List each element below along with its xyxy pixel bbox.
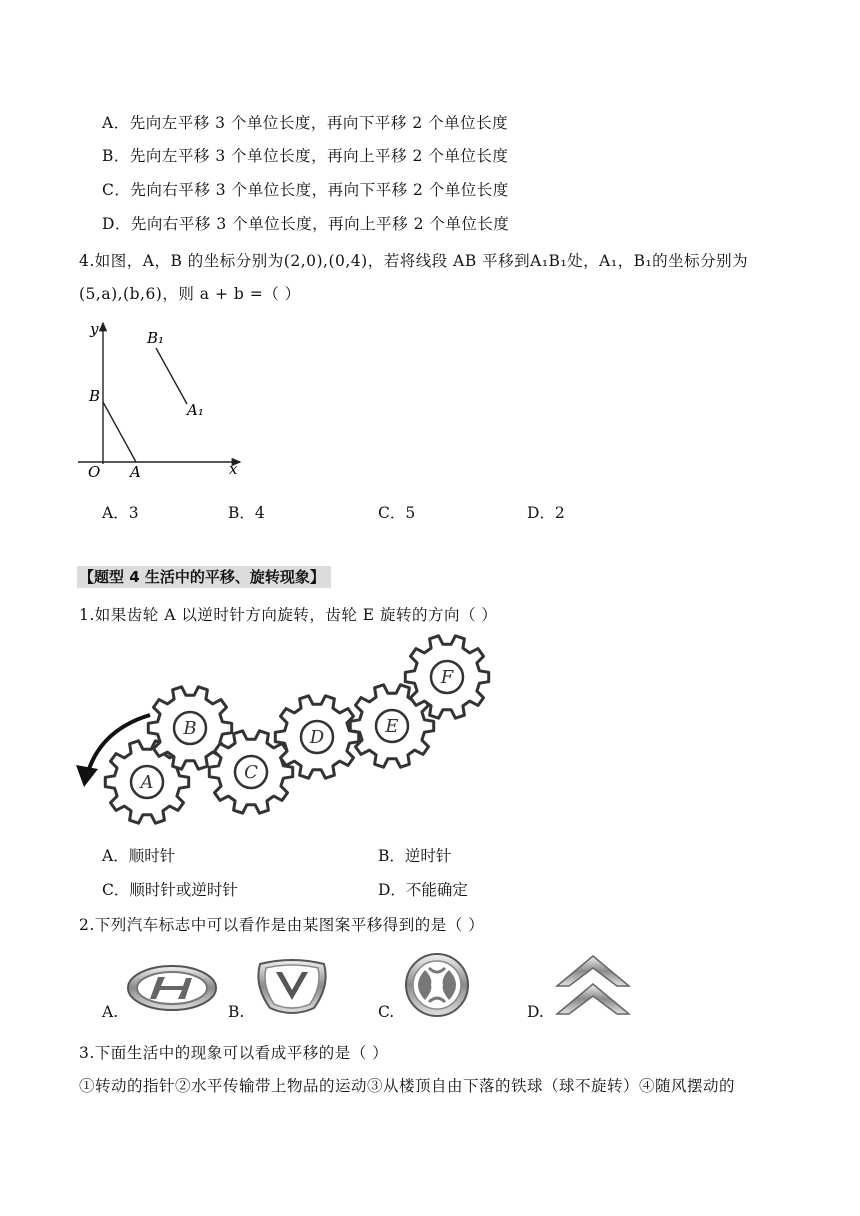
gear-option-b: B．逆时针 bbox=[378, 847, 452, 865]
y-axis-label: y bbox=[90, 320, 99, 338]
logo-option-b-label: B. bbox=[228, 1003, 245, 1021]
gears-figure bbox=[70, 635, 510, 835]
option-a: A．先向左平移 3 个单位长度，再向下平移 2 个单位长度 bbox=[102, 114, 509, 132]
point-a1-label: A₁ bbox=[187, 401, 204, 419]
segment-ab bbox=[103, 402, 136, 462]
q4-option-c: C．5 bbox=[378, 504, 416, 522]
option-c: C．先向右平移 3 个单位长度，再向下平移 2 个单位长度 bbox=[102, 181, 509, 199]
arrowhead-icon bbox=[76, 765, 98, 787]
point-b-label: B bbox=[89, 387, 101, 405]
origin-label: O bbox=[88, 463, 101, 481]
option-b: B．先向左平移 3 个单位长度，再向上平移 2 个单位长度 bbox=[102, 147, 509, 165]
q4-option-b: B．4 bbox=[228, 504, 265, 522]
q3-text-line2: ①转动的指针②水平传输带上物品的运动③从楼顶自由下落的铁球（球不旋转）④随风摆动的 bbox=[79, 1077, 736, 1095]
logo-option-a-label: A. bbox=[102, 1003, 119, 1021]
gear-label-c: C bbox=[244, 762, 258, 783]
section-title: 【题型 4 生活中的平移、旋转现象】 bbox=[77, 566, 331, 588]
logo-question: 2.下列汽车标志中可以看作是由某图案平移得到的是（ ） bbox=[79, 916, 485, 934]
x-axis-label: x bbox=[229, 460, 238, 478]
point-a-label: A bbox=[130, 463, 141, 481]
gear-option-c: C．顺时针或逆时针 bbox=[102, 881, 238, 899]
hyundai-logo bbox=[125, 962, 219, 1014]
gear-label-e: E bbox=[385, 716, 399, 737]
dongfeng-logo bbox=[403, 950, 471, 1020]
citroen-logo bbox=[553, 950, 633, 1020]
point-b1-label: B₁ bbox=[147, 329, 165, 347]
q4-option-d: D．2 bbox=[527, 504, 565, 522]
q3-question: 3.下面生活中的现象可以看成平移的是（ ） bbox=[79, 1044, 389, 1062]
logo-option-c-label: C. bbox=[378, 1003, 395, 1021]
q4-text-line2: (5,a),(b,6)，则 a + b =（ ） bbox=[79, 285, 301, 303]
option-d: D．先向右平移 3 个单位长度，再向上平移 2 个单位长度 bbox=[102, 215, 510, 233]
logo-option-d-label: D. bbox=[527, 1003, 544, 1021]
gear-option-a: A．顺时针 bbox=[102, 847, 176, 865]
gear-label-d: D bbox=[309, 727, 325, 748]
q4-option-a: A．3 bbox=[102, 504, 139, 522]
q4-text-line1: 4.如图，A，B 的坐标分别为(2,0),(0,4)，若将线段 AB 平移到A₁B₁处，A₁，B₁的坐标分别为 bbox=[79, 252, 749, 270]
gear-option-d: D．不能确定 bbox=[378, 881, 468, 899]
gear-label-b: B bbox=[183, 718, 197, 739]
gear-label-a: A bbox=[140, 772, 154, 793]
coordinate-figure bbox=[70, 318, 260, 483]
gear-f bbox=[405, 636, 488, 718]
gear-label-f: F bbox=[440, 667, 454, 688]
gear-question: 1.如果齿轮 A 以逆时针方向旋转，齿轮 E 旋转的方向（ ） bbox=[79, 606, 498, 624]
venucia-logo bbox=[252, 956, 332, 1020]
segment-a1b1 bbox=[156, 348, 187, 404]
gear-d bbox=[275, 696, 358, 778]
